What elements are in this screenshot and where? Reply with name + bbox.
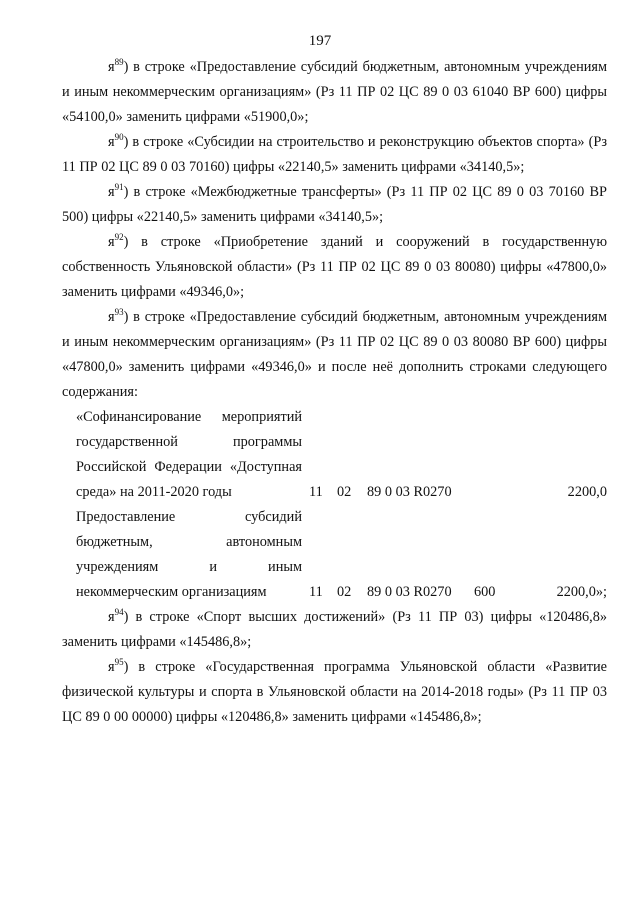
- amendment-paragraph: [62, 655, 607, 730]
- item-text: ) в строке «Субсидии на строительство и реконструкцию объектов спорта» (Рз 11 ПР 02 ЦС 89 0 03 70160) цифры «22140,5» заменить цифрами «34140,5»;: [62, 134, 607, 175]
- row-rz: 11: [309, 484, 323, 500]
- amendment-paragraph: [62, 230, 607, 305]
- item-letter: я: [108, 309, 115, 325]
- row-rz: 11: [309, 584, 323, 600]
- document-body: [62, 55, 607, 730]
- row-cs: 89 0 03 R0270: [367, 584, 452, 600]
- item-superscript: 90: [114, 132, 124, 143]
- item-superscript: 91: [114, 182, 124, 193]
- row-name: Предоставление субсидий бюджетным, автономным учреждениям и иным некоммерческим организациям: [76, 509, 302, 600]
- table-row: [62, 505, 607, 605]
- item-letter: я: [108, 609, 115, 625]
- amendment-paragraph: [62, 305, 607, 405]
- item-text: ) в строке «Предоставление субсидий бюджетным, автономным учреждениям и иным некоммерческим организациям» (Рз 11 ПР 02 ЦС 89 0 03 80080 ВР 600) цифры «47800,0» заменить цифрами «49346,0» и после неё дополнить строками следующего содержания:: [62, 309, 607, 400]
- row-vr: 600: [474, 584, 496, 600]
- inserted-rows-table: [62, 405, 607, 605]
- page-number: 197: [308, 33, 332, 49]
- item-text: ) в строке «Государственная программа Ульяновской области «Развитие физической культуры и спорта в Ульяновской области на 2014-2018 годы» (Рз 11 ПР 03 ЦС 89 0 00 00000) цифры «120486,8» заменить цифрами «145486,8»;: [62, 659, 607, 725]
- item-text: ) в строке «Приобретение зданий и сооружений в государственную собственность Ульяновской области» (Рз 11 ПР 02 ЦС 89 0 03 80080) цифры «47800,0» заменить цифрами «49346,0»;: [62, 234, 607, 300]
- item-text: ) в строке «Межбюджетные трансферты» (Рз 11 ПР 02 ЦС 89 0 03 70160 ВР 500) цифры «22140,5» заменить цифрами «34140,5»;: [62, 184, 607, 225]
- amendment-paragraph: [62, 605, 607, 655]
- row-name: «Софинансирование мероприятий государственной программы Российской Федерации «Доступная среда» на 2011-2020 годы: [76, 409, 302, 500]
- item-letter: я: [108, 59, 115, 75]
- item-superscript: 93: [114, 307, 124, 318]
- amendment-paragraph: [62, 55, 607, 130]
- item-text: ) в строке «Спорт высших достижений» (Рз 11 ПР 03) цифры «120486,8» заменить цифрами «145486,8»;: [62, 609, 607, 650]
- item-letter: я: [108, 134, 115, 150]
- row-sum: 2200,0»;: [556, 584, 607, 600]
- row-sum: 2200,0: [567, 484, 607, 500]
- amendment-paragraph: [62, 180, 607, 230]
- amendment-paragraph: [62, 130, 607, 180]
- item-letter: я: [108, 184, 115, 200]
- item-superscript: 89: [114, 57, 124, 68]
- item-letter: я: [108, 659, 115, 675]
- item-text: ) в строке «Предоставление субсидий бюджетным, автономным учреждениям и иным некоммерческим организациям» (Рз 11 ПР 02 ЦС 89 0 03 61040 ВР 600) цифры «54100,0» заменить цифрами «51900,0»;: [62, 59, 607, 125]
- item-letter: я: [108, 234, 115, 250]
- table-row: [62, 405, 607, 505]
- row-cs: 89 0 03 R0270: [367, 484, 452, 500]
- row-pr: 02: [337, 584, 352, 600]
- item-superscript: 92: [114, 232, 124, 243]
- item-superscript: 95: [114, 657, 124, 668]
- item-superscript: 94: [114, 607, 124, 618]
- row-pr: 02: [337, 484, 352, 500]
